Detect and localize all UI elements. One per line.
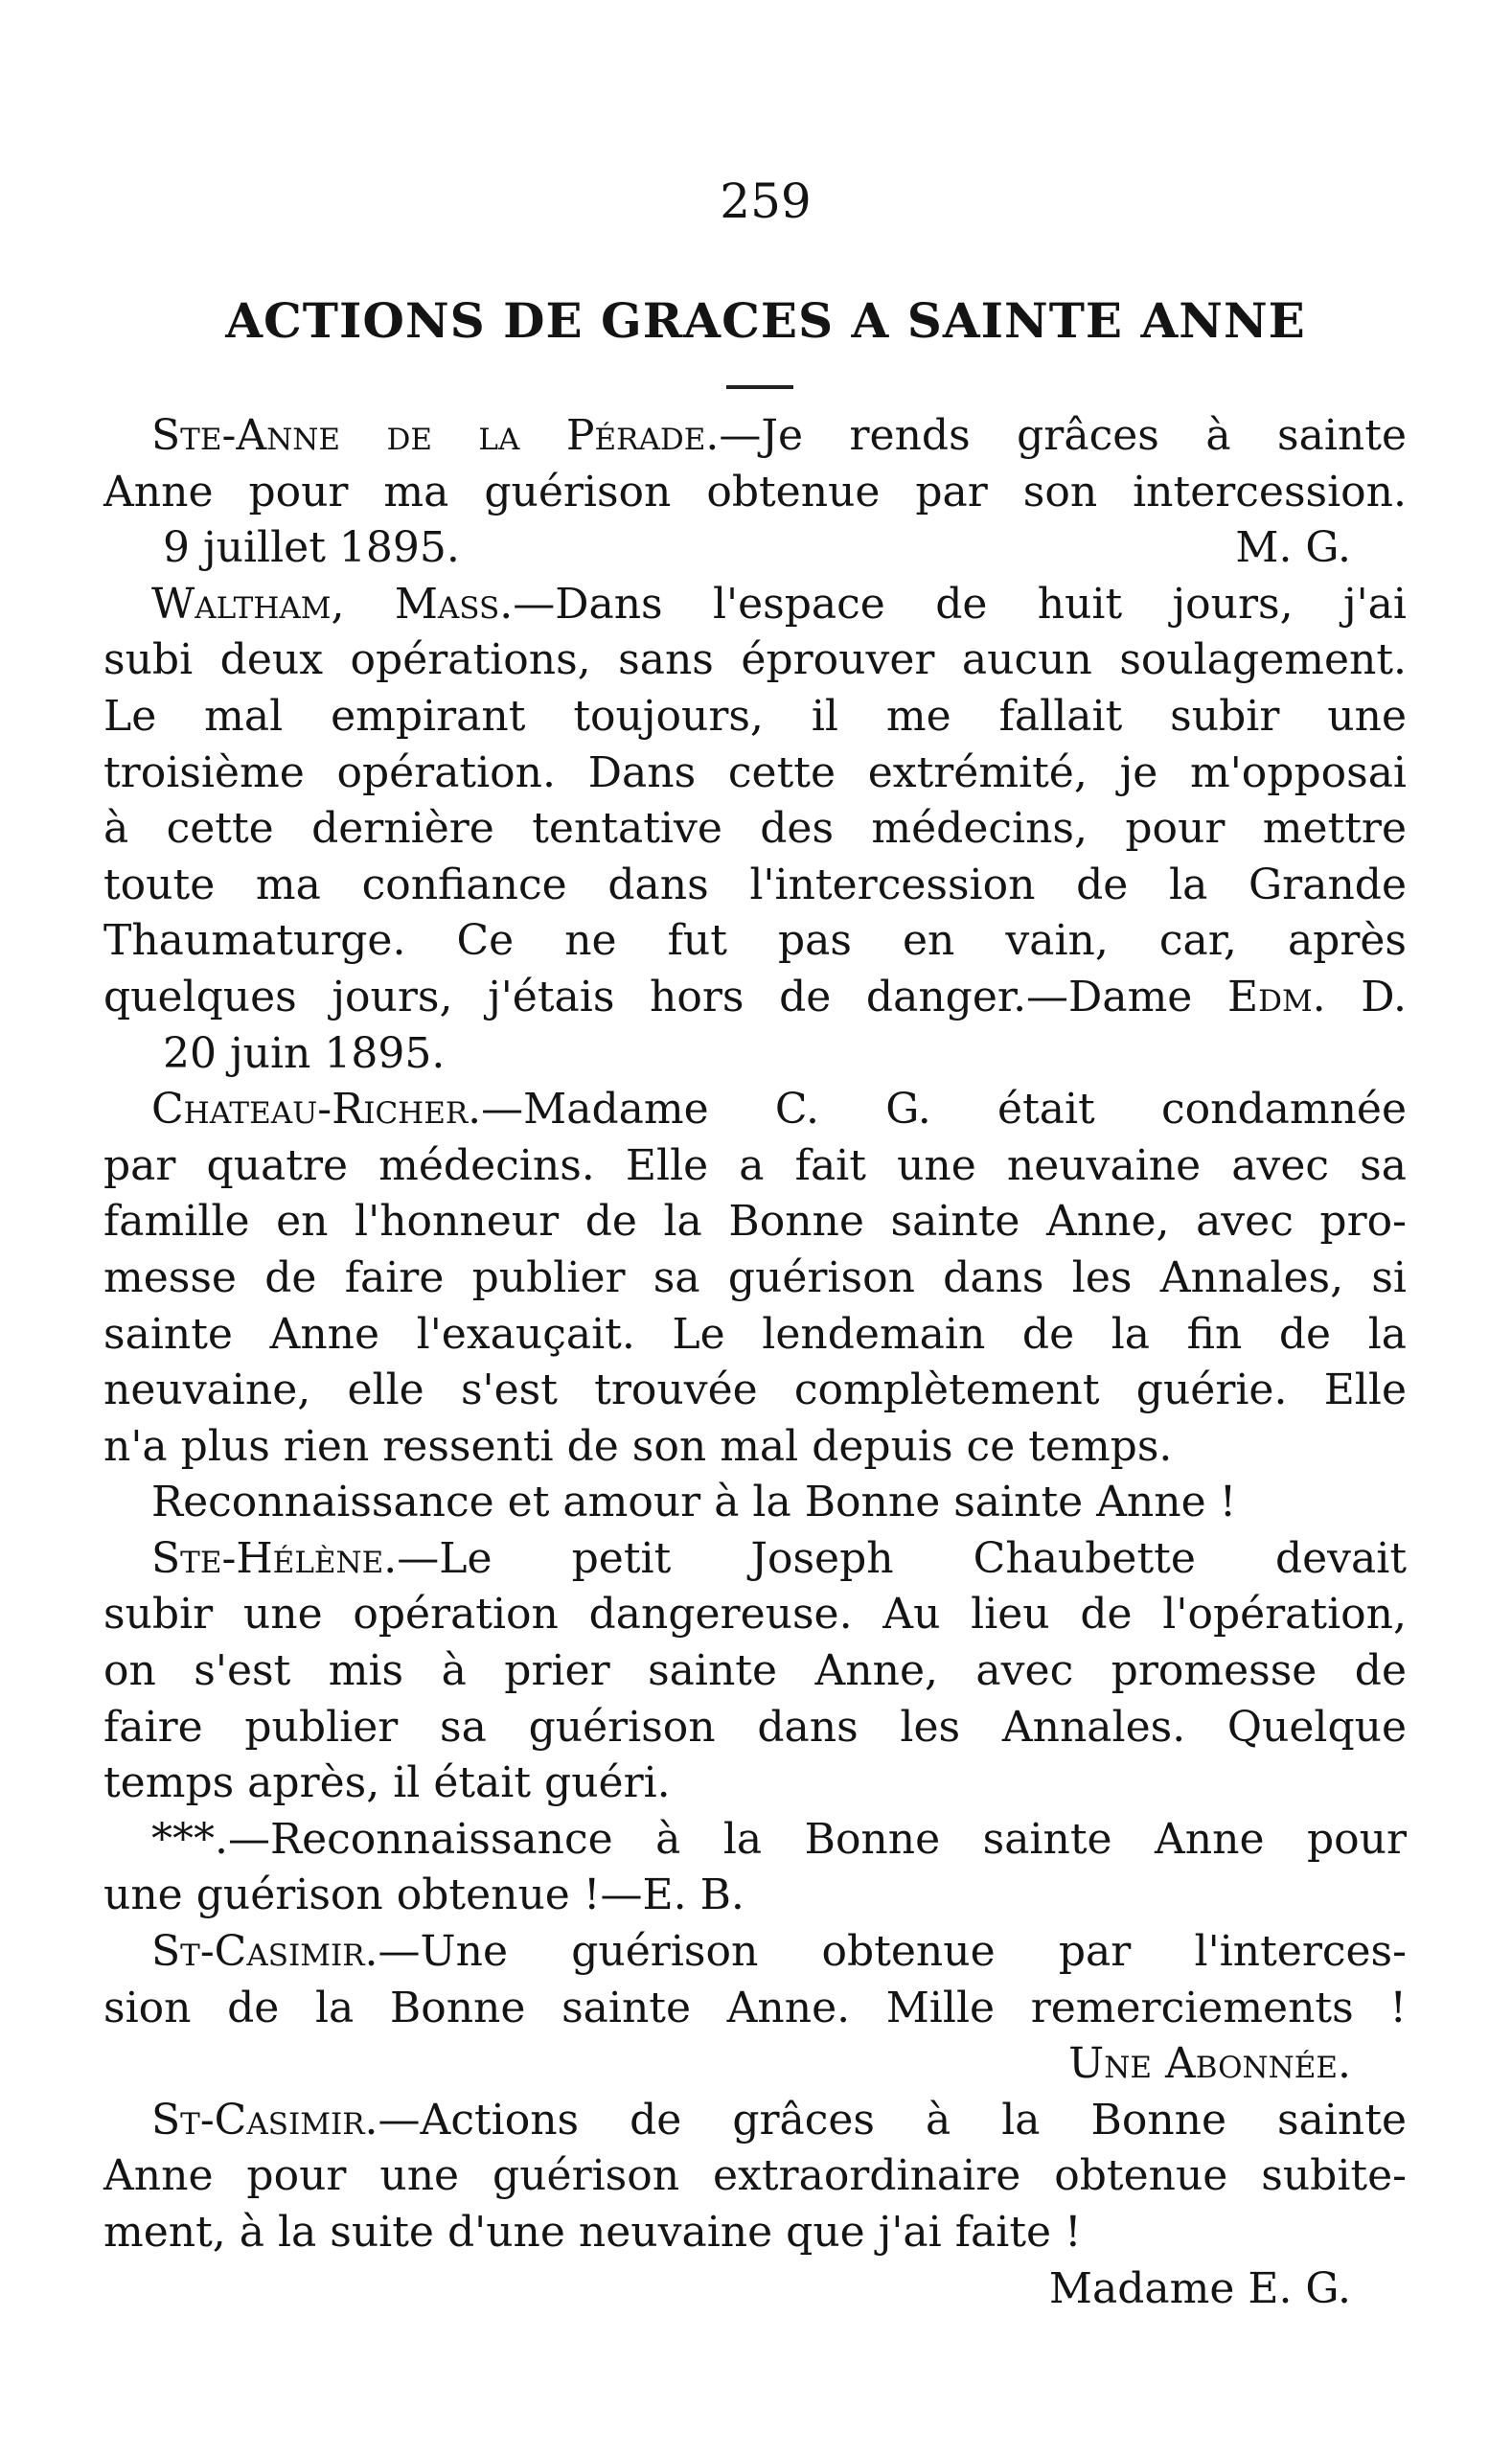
text-line: ***.—Reconnaissance à la Bonne sainte Anne pour — [151, 1814, 1407, 1864]
text-line: messe de faire publier sa guérison dans les Annales, si — [103, 1252, 1407, 1302]
page-number: 259 — [720, 173, 812, 229]
text-line: temps après, il était guéri. — [103, 1758, 671, 1808]
text-line — [103, 520, 1407, 577]
text-line: toute ma confiance dans l'intercession de la Grande — [103, 860, 1407, 909]
place-name: Ste-Hélène. — [151, 1533, 398, 1583]
text-line: St-Casimir.—Actions de grâces à la Bonne sainte — [151, 2095, 1407, 2145]
text-line: on s'est mis à prier sainte Anne, avec promesse de — [103, 1646, 1407, 1696]
text-line: Le mal empirant toujours, il me fallait subir une — [103, 691, 1407, 741]
text-line — [103, 2036, 1407, 2093]
place-name: St-Casimir. — [151, 2095, 378, 2145]
text-line: par quatre médecins. Elle a fait une neuvaine avec sa — [103, 1140, 1407, 1190]
text-body — [103, 408, 1407, 2317]
text-line: Waltham, Mass.—Dans l'espace de huit jours, j'ai — [151, 579, 1407, 629]
text-line: neuvaine, elle s'est trouvée complètement guérie. Elle — [103, 1365, 1407, 1415]
place-name: St-Casimir. — [151, 1927, 378, 1977]
text-line: 20 juin 1895. — [163, 1028, 446, 1078]
entry-date: 9 juillet 1895. — [163, 523, 460, 573]
place-name: Chateau-Richer. — [151, 1085, 482, 1135]
text-line: Anne pour une guérison extraordinaire obtenue subite- — [103, 2151, 1407, 2201]
text-line: sainte Anne l'exauçait. Le lendemain de la fin de la — [103, 1309, 1407, 1359]
text-line: troisième opération. Dans cette extrémité, je m'opposai — [103, 747, 1407, 797]
text-line: subir une opération dangereuse. Au lieu de l'opération, — [103, 1590, 1407, 1640]
text-line: à cette dernière tentative des médecins, pour mettre — [103, 804, 1407, 854]
text-line: Madame E. G. — [1048, 2263, 1351, 2313]
text-line: Reconnaissance et amour à la Bonne sainte Anne ! — [151, 1478, 1237, 1527]
entry-signature: M. G. — [1235, 523, 1351, 573]
title-rule — [726, 385, 793, 389]
page-title: ACTIONS DE GRACES A SAINTE ANNE — [225, 292, 1306, 349]
text-line: ment, à la suite d'une neuvaine que j'ai faite ! — [103, 2208, 1082, 2257]
place-name: Ste-Anne de la Pérade. — [151, 411, 720, 460]
text-line: Ste-Hélène.—Le petit Joseph Chaubette devait — [151, 1533, 1407, 1583]
text-line: St-Casimir.—Une guérison obtenue par l'interces- — [151, 1927, 1407, 1977]
text-line: Thaumaturge. Ce ne fut pas en vain, car, après — [103, 916, 1407, 966]
text-line: Ste-Anne de la Pérade.—Je rends grâces à sainte — [151, 411, 1407, 460]
place-name: Une Abonnée. — [1068, 2039, 1351, 2089]
place-name: Edm. — [1226, 972, 1326, 1021]
text-line: quelques jours, j'étais hors de danger.—Dame Edm. D. — [103, 972, 1407, 1021]
place-name: Waltham, Mass. — [151, 579, 514, 629]
text-line: famille en l'honneur de la Bonne sainte Anne, avec pro- — [103, 1197, 1407, 1247]
text-line: subi deux opérations, sans éprouver aucun soulagement. — [103, 635, 1407, 685]
text-line: faire publier sa guérison dans les Annales. Quelque — [103, 1702, 1407, 1752]
text-line: Anne pour ma guérison obtenue par son intercession. — [103, 467, 1407, 516]
text-line: n'a plus rien ressenti de son mal depuis ce temps. — [103, 1421, 1173, 1471]
text-line: sion de la Bonne sainte Anne. Mille remerciements ! — [103, 1983, 1407, 2032]
text-line: une guérison obtenue !—E. B. — [103, 1870, 745, 1920]
text-line: Chateau-Richer.—Madame C. G. était condamnée — [151, 1085, 1407, 1135]
